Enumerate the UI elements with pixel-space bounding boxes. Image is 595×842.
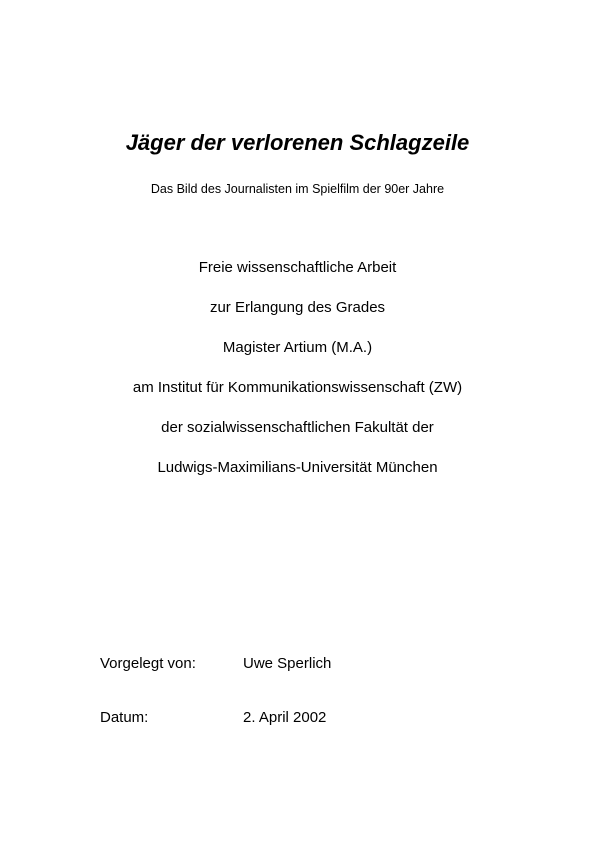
purpose-line: Ludwigs-Maximilians-Universität München — [157, 459, 438, 476]
purpose-line: am Institut für Kommunikationswissenschaft (ZW) — [132, 379, 463, 396]
author-row — [100, 654, 331, 674]
author-name: Uwe Sperlich — [243, 655, 332, 672]
purpose-line: der sozialwissenschaftlichen Fakultät der — [161, 419, 434, 436]
thesis-purpose-block — [0, 258, 595, 498]
purpose-line: Freie wissenschaftliche Arbeit — [198, 259, 397, 276]
document-title: Jäger der verlorenen Schlagzeile — [125, 130, 470, 155]
date-label: Datum: — [100, 709, 149, 726]
date-row — [100, 708, 326, 728]
date-value: 2. April 2002 — [243, 709, 327, 726]
purpose-line: Magister Artium (M.A.) — [222, 339, 373, 356]
document-subtitle: Das Bild des Journalisten im Spielfilm der 90er Jahre — [150, 182, 445, 196]
purpose-line: zur Erlangung des Grades — [209, 299, 386, 316]
author-label: Vorgelegt von: — [100, 655, 196, 672]
